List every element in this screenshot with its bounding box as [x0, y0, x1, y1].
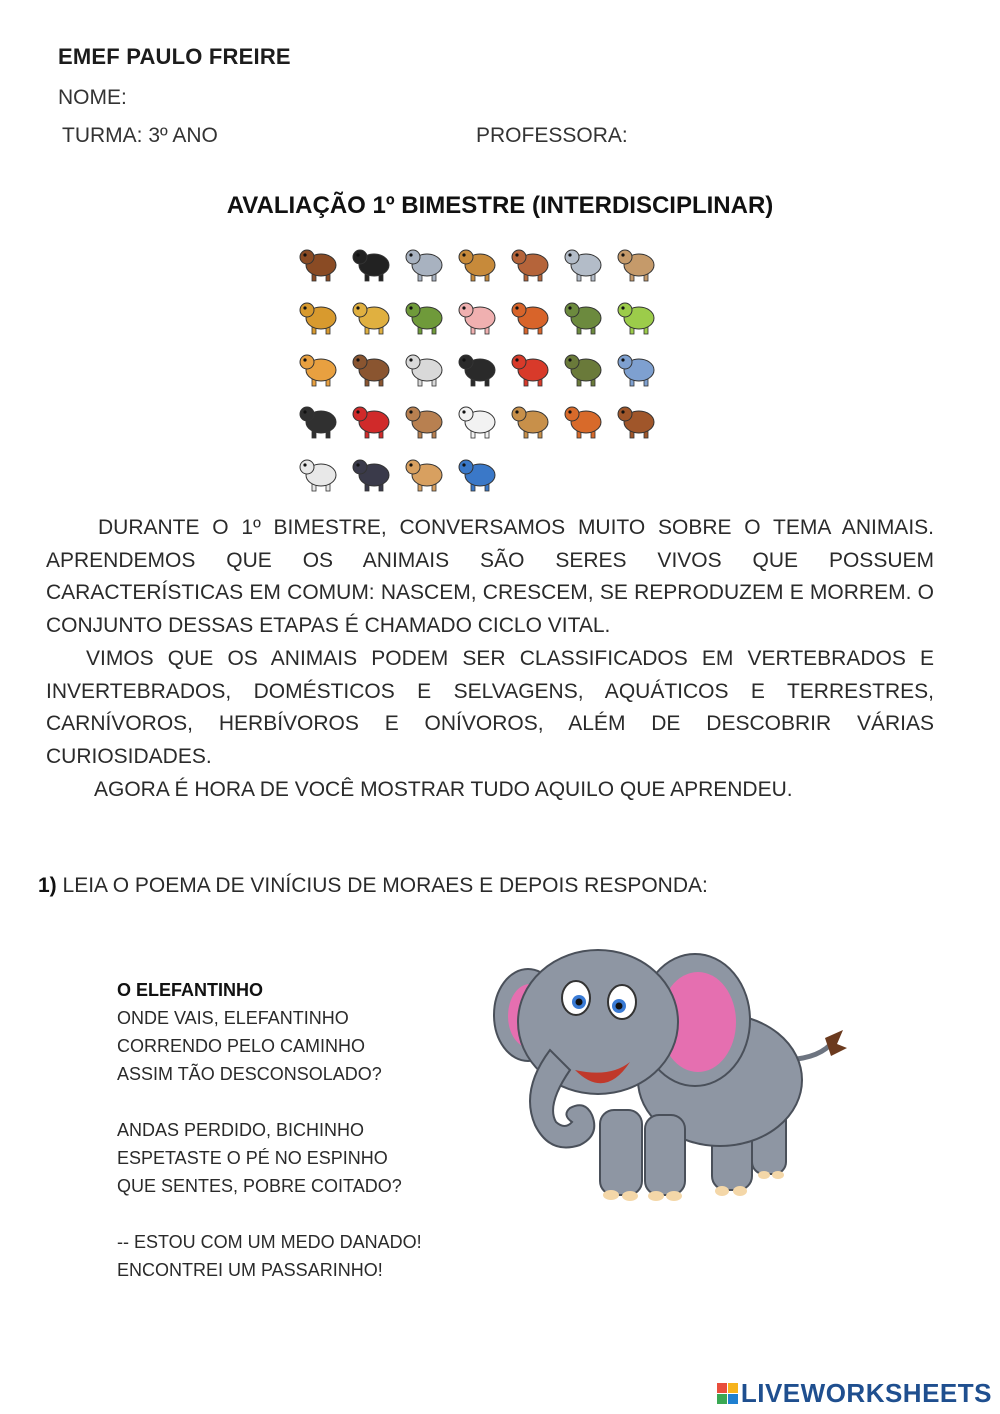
vulture-icon: [456, 345, 500, 389]
goose-icon: [456, 397, 500, 441]
brand-text: LIVEWORKSHEETS: [740, 1378, 992, 1408]
ladybug-icon: [350, 397, 394, 441]
animals-collage-icon: [292, 236, 664, 498]
turtle-icon: [403, 293, 447, 337]
snail-icon: [615, 240, 659, 284]
toucan-icon: [350, 240, 394, 284]
poem-line: ANDAS PERDIDO, BICHINHO: [117, 1120, 365, 1140]
teacher-field-label: PROFESSORA:: [476, 124, 628, 147]
macaw-icon: [456, 450, 500, 494]
intro-paragraph-2: [46, 643, 934, 774]
tiger-icon: [297, 345, 341, 389]
poem-line: -- ESTOU COM UM MEDO DANADO!: [117, 1232, 422, 1252]
elephant-icon: [403, 240, 447, 284]
class-label: TURMA: 3º ANO: [62, 124, 218, 147]
jackal-icon: [456, 240, 500, 284]
thylacine-icon: [509, 397, 553, 441]
hen-icon: [509, 293, 553, 337]
intro-p1-text: DURANTE O 1º BIMESTRE, CONVERSAMOS MUITO SOBRE O TEMA ANIMAIS. APRENDEMOS QUE OS ANIMAIS SÃO SERES VIVOS QUE POSSUEM CARACTERÍSTICAS EM COMUM: NASCEM, CRESCEM, SE REPRODUZEM E MORREM. O CONJUNTO DESSAS ETAPAS É CHAMADO CICLO VITAL.: [46, 516, 934, 638]
cheetah-icon: [350, 293, 394, 337]
intro-paragraph-1: [46, 512, 934, 643]
intro-paragraph-3: [46, 774, 934, 807]
intro-text: [46, 512, 934, 806]
rooster-icon: [562, 397, 606, 441]
poem-line: ESPETASTE O PÉ NO ESPINHO: [117, 1148, 388, 1168]
pig-icon: [456, 293, 500, 337]
question-1: [38, 874, 708, 898]
bear-icon: [350, 345, 394, 389]
poem-line: ENCONTREI UM PASSARINHO!: [117, 1260, 383, 1280]
question-1-number: 1): [38, 874, 57, 897]
intro-p3-text: AGORA É HORA DE VOCÊ MOSTRAR TUDO AQUILO QUE APRENDEU.: [94, 777, 793, 801]
elephant-icon: [480, 940, 860, 1230]
school-name: EMEF PAULO FREIRE: [58, 44, 291, 69]
blue-elephant-icon: [615, 345, 659, 389]
sheep-icon: [350, 450, 394, 494]
duck-icon: [297, 240, 341, 284]
page-title: AVALIAÇÃO 1º BIMESTRE (INTERDISCIPLINAR): [226, 192, 774, 219]
elephant-drawing: [494, 950, 847, 1201]
intro-p2-text: VIMOS QUE OS ANIMAIS PODEM SER CLASSIFICADOS EM VERTEBRADOS E INVERTEBRADOS, DOMÉSTICOS E SELVAGENS, AQUÁTICOS E TERRESTRES, CARNÍVOROS, HERBÍVOROS E ONÍVOROS, ALÉM DE DESCOBRIR VÁRIAS CURIOSIDADES.: [46, 646, 934, 768]
panda-icon: [297, 397, 341, 441]
sea-turtle-icon: [562, 293, 606, 337]
kangaroo-icon: [403, 397, 447, 441]
parrot-icon: [509, 345, 553, 389]
poem-title: O ELEFANTINHO: [117, 980, 264, 1000]
horse-icon: [615, 397, 659, 441]
liveworksheets-logo: [717, 1378, 992, 1409]
poem-line: ASSIM TÃO DESCONSOLADO?: [117, 1064, 382, 1084]
hippo-icon: [562, 240, 606, 284]
poem-line: ONDE VAIS, ELEFANTINHO: [117, 1008, 349, 1028]
poem: [117, 976, 422, 1284]
lion-icon: [297, 293, 341, 337]
question-1-text: LEIA O POEMA DE VINÍCIUS DE MORAES E DEPOIS RESPONDA:: [56, 874, 708, 897]
mantis-icon: [615, 293, 659, 337]
tortoise-icon: [509, 240, 553, 284]
poem-line: QUE SENTES, POBRE COITADO?: [117, 1176, 402, 1196]
crocodile-icon: [562, 345, 606, 389]
dog-icon: [403, 450, 447, 494]
rabbit-icon: [403, 345, 447, 389]
name-field-label: NOME:: [58, 86, 127, 109]
logo-mark-icon: [717, 1383, 738, 1404]
poem-line: CORRENDO PELO CAMINHO: [117, 1036, 366, 1056]
goat-icon: [297, 450, 341, 494]
